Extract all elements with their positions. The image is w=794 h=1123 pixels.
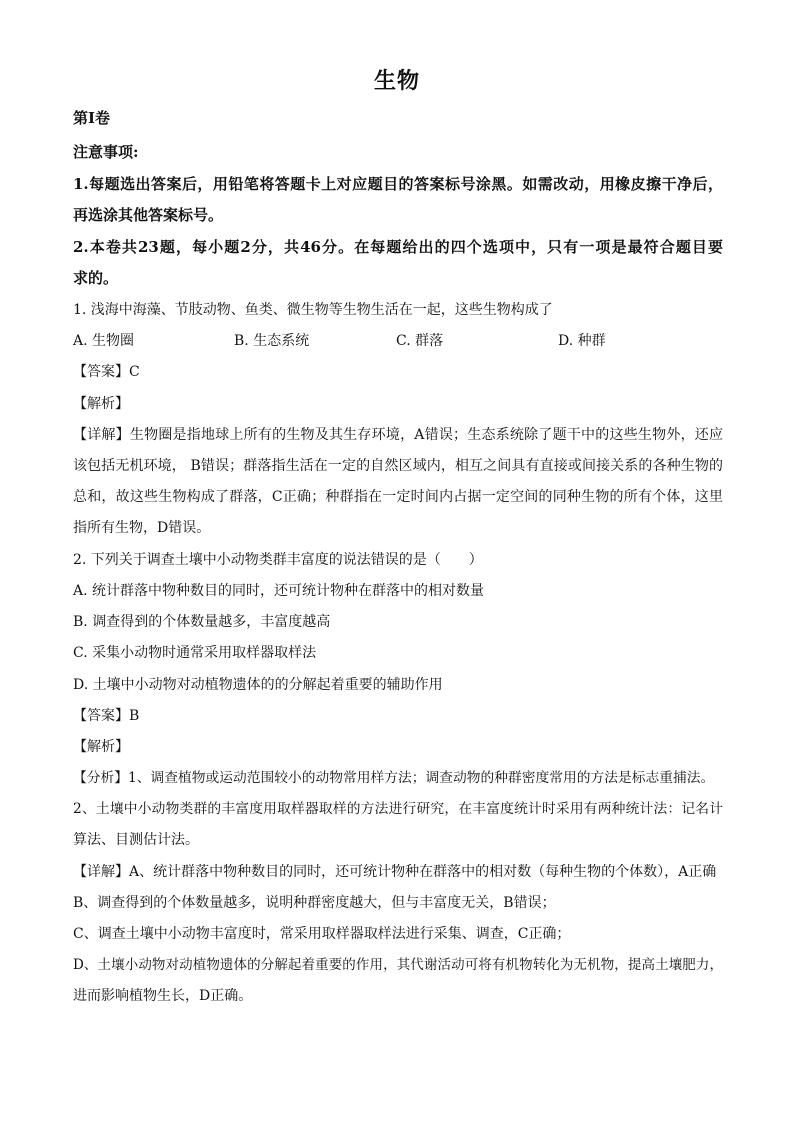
q2-detail-line-4: D、土壤小动物对动植物遗体的分解起着重要的作用，其代谢活动可将有机物转化为无机物，提高土壤肥力， (73, 957, 723, 973)
q1-answer-line (73, 362, 723, 382)
q1-detail-text-1: 生物圈是指地球上所有的生物及其生存环境，A错误；生态系统除了题干中的这些生物外，还应 (129, 427, 724, 443)
q2-detail-line-1 (73, 862, 723, 882)
q2-analysis-line-3: 算法、目测估计法。 (73, 832, 199, 848)
notice-2-line-1: 2.本卷共23题，每小题2分，共46分。在每题给出的四个选项中，只有一项是最符合题目要 (73, 238, 723, 256)
q1-detail-tag: 【详解】 (73, 427, 130, 443)
q1-option-a: A. 生物圈 (73, 333, 135, 349)
q1-detail-line-1 (73, 425, 723, 445)
notice-heading: 注意事项: (73, 143, 139, 161)
volume-label: 第I卷 (73, 109, 111, 127)
q2-analysis-tag: 【解析】 (73, 739, 129, 755)
q2-option-d: D. 土壤中小动物对动植物遗体的的分解起着重要的辅助作用 (73, 677, 443, 693)
q2-option-b: B. 调查得到的个体数量越多，丰富度越高 (73, 614, 331, 630)
q2-answer-line (73, 706, 723, 726)
q1-answer: C (129, 364, 140, 380)
q2-option-a: A. 统计群落中物种数目的同时，还可统计物种在群落中的相对数量 (73, 583, 485, 599)
notice-1-line-1: 1.每题选出答案后，用铅笔将答题卡上对应题目的答案标号涂黑。如需改动，用橡皮擦干净后， (73, 175, 723, 193)
q2-analysis-line-2: 2、土壤中小动物类群的丰富度用取样器取样的方法进行研究，在丰富度统计时采用有两种统计法：记名计 (73, 801, 723, 817)
q1-option-c: C. 群落 (396, 333, 444, 349)
page-title: 生物 (373, 68, 420, 94)
q2-analysis-sub-tag: 【分析】 (73, 770, 129, 786)
q1-detail-line-2: 该包括无机环境， B错误；群落指生活在一定的自然区域内，相互之间具有直接或间接关系的各种生物的 (73, 458, 723, 474)
q2-analysis-text-1: 1、调查植物或运动范围较小的动物常用样方法；调查动物的种群密度常用的方法是标志重捕法。 (128, 770, 715, 786)
q2-stem: 2. 下列关于调查土壤中小动物类群丰富度的说法错误的是（ ） (73, 552, 483, 568)
q2-detail-text-1: A、统计群落中物种数目的同时，还可统计物种在群落中的相对数（每种生物的个体数），A正确 (129, 864, 717, 880)
q2-answer-tag: 【答案】 (73, 708, 129, 724)
q1-option-d: D. 种群 (558, 333, 606, 349)
q2-detail-line-5: 进而影响植物生长，D正确。 (73, 988, 253, 1004)
q1-detail-line-4: 指所有生物，D错误。 (73, 520, 211, 536)
q2-answer: B (129, 708, 140, 724)
q2-analysis-line-1 (73, 768, 723, 788)
q2-detail-tag: 【详解】 (73, 864, 129, 880)
notice-1-line-2: 再选涂其他答案标号。 (73, 206, 224, 224)
q1-stem: 1. 浅海中海藻、节肢动物、鱼类、微生物等生物生活在一起，这些生物构成了 (73, 302, 553, 318)
q2-option-c: C. 采集小动物时通常采用取样器取样法 (73, 645, 317, 661)
q1-option-b: B. 生态系统 (234, 333, 310, 349)
q1-detail-line-3: 总和，故这些生物构成了群落，C正确；种群指在一定时间内占据一定空间的同种生物的所有个体，这里 (73, 489, 723, 505)
q1-answer-tag: 【答案】 (73, 364, 129, 380)
notice-2-line-2: 求的。 (73, 269, 119, 287)
q2-detail-line-2: B、调查得到的个体数量越多，说明种群密度越大，但与丰富度无关，B错误； (73, 895, 556, 911)
q2-detail-line-3: C、调查土壤中小动物丰富度时，常采用取样器取样法进行采集、调查，C正确； (73, 926, 571, 942)
q1-analysis-tag: 【解析】 (73, 396, 129, 412)
